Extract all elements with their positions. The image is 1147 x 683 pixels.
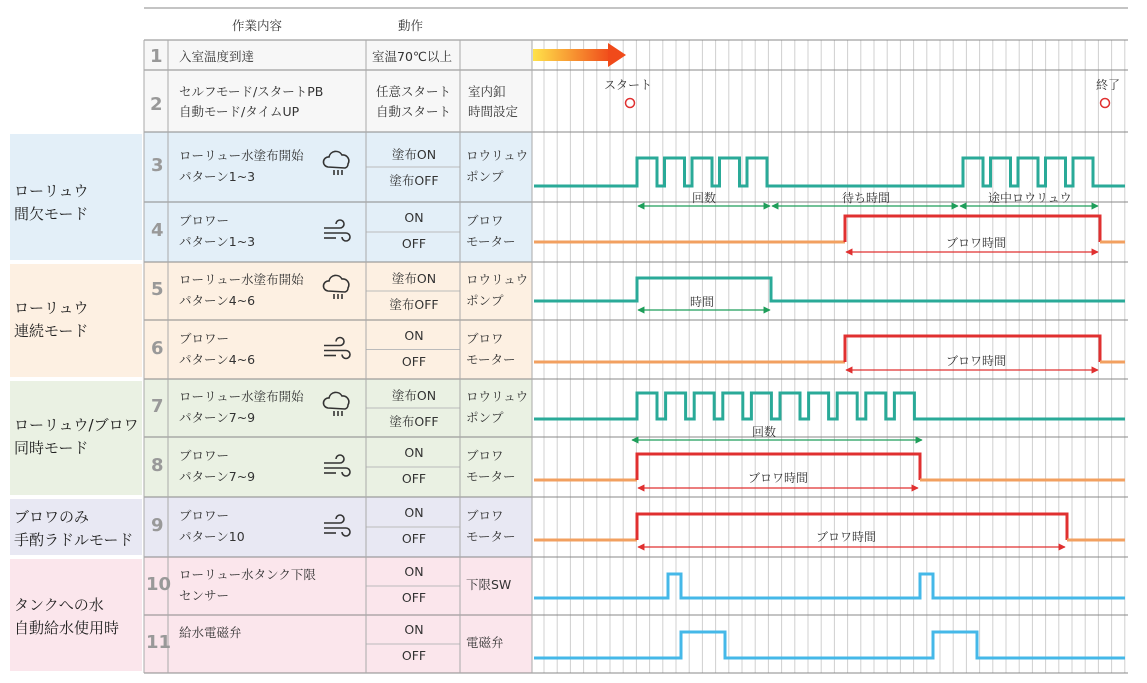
header-content-label: 作業内容	[232, 18, 283, 33]
off-state-label: OFF	[401, 590, 427, 605]
row-number: 9	[151, 515, 164, 536]
row-title: ブロワー	[179, 448, 230, 463]
row-title: ブロワー	[179, 508, 230, 523]
label-blower-time-4: ブロワ時間	[946, 236, 1007, 250]
device-name: ブロワ	[466, 448, 504, 463]
device-type: ポンプ	[466, 410, 504, 425]
start-marker	[626, 99, 635, 108]
row-title: ブロワー	[179, 330, 230, 346]
on-state-label: ON	[404, 445, 424, 460]
off-state-label: 塗布OFF	[389, 173, 439, 188]
pump-signal-row7	[534, 393, 1125, 419]
row-background	[144, 497, 532, 557]
on-state-label: ON	[404, 564, 424, 579]
valve-signal-row11	[534, 632, 1125, 658]
mode-line2: 手酌ラドルモード	[14, 531, 134, 550]
label-blower-time-6: ブロワ時間	[946, 354, 1007, 368]
mode-label-continuous	[14, 297, 89, 344]
device-name: 電磁弁	[466, 635, 504, 650]
row2-device1: 室内釦	[468, 84, 506, 99]
device-type: モーター	[466, 351, 516, 367]
row-subtitle: パターン4~6	[179, 351, 256, 367]
row-number: 5	[151, 279, 164, 300]
row2-line2: 自動モード/タイムUP	[179, 104, 300, 119]
row-subtitle: パターン1~3	[179, 169, 256, 184]
sensor-signal-row10	[534, 574, 1125, 598]
row-number: 11	[146, 632, 172, 653]
off-state-label: OFF	[401, 648, 427, 663]
end-marker	[1101, 99, 1110, 108]
mode-line1: ブロワのみ	[14, 508, 90, 526]
mode-label-simultaneous	[14, 414, 139, 461]
mode-line2: 同時モード	[14, 439, 89, 458]
row1-condition: 室温70℃以上	[372, 49, 452, 64]
row-number: 3	[151, 155, 164, 176]
row-number: 2	[150, 94, 163, 115]
pump-signal-row5	[534, 278, 1125, 301]
row-background	[144, 437, 532, 497]
device-name: ロウリュウ	[466, 148, 529, 163]
row-subtitle: センサー	[179, 588, 230, 603]
mode-line1: ローリュウ/ブロワ	[14, 416, 139, 434]
mode-label-auto-water	[14, 594, 119, 641]
label-count-7: 回数	[752, 425, 777, 439]
on-state-label: ON	[404, 622, 424, 637]
off-state-label: OFF	[401, 353, 427, 369]
row-title: ローリュー水塗布開始	[179, 272, 304, 287]
row-title: 給水電磁弁	[179, 625, 242, 640]
device-name: 下限SW	[466, 577, 512, 592]
off-state-label: 塗布OFF	[389, 297, 439, 312]
row-title: ローリュー水タンク下限	[179, 567, 316, 582]
row-number: 4	[151, 220, 164, 241]
start-label: スタート	[604, 78, 653, 92]
end-label: 終了	[1096, 78, 1121, 92]
row2-action1: 任意スタート	[376, 84, 452, 99]
label-count: 回数	[692, 191, 717, 205]
label-time-5: 時間	[690, 295, 715, 309]
row-number: 10	[146, 574, 172, 595]
header-action-label: 動作	[398, 18, 424, 33]
row2-line1: セルフモード/スタートPB	[179, 84, 324, 99]
row-subtitle: パターン7~9	[179, 469, 256, 484]
off-state-label: OFF	[401, 236, 427, 251]
mode-line2: 自動給水使用時	[14, 619, 120, 638]
mode-label-intermittent	[14, 180, 89, 227]
row-title: ブロワー	[179, 213, 230, 228]
mode-line2: 間欠モード	[14, 205, 89, 224]
device-name: ブロワ	[466, 508, 504, 523]
device-type: モーター	[466, 529, 516, 544]
on-state-label: ON	[404, 327, 424, 343]
device-name: ブロワ	[466, 330, 504, 346]
label-wait: 待ち時間	[842, 191, 891, 205]
row-number: 7	[151, 396, 164, 417]
row-subtitle: パターン1~3	[179, 234, 256, 249]
mode-line1: ローリュウ	[14, 182, 89, 200]
on-state-label: 塗布ON	[391, 271, 437, 286]
row2-action2: 自動スタート	[376, 104, 452, 119]
device-type: ポンプ	[466, 293, 504, 308]
off-state-label: 塗布OFF	[389, 414, 439, 429]
pump-signal-row3	[534, 158, 1125, 186]
on-state-label: ON	[404, 505, 424, 520]
mode-line2: 連続モード	[14, 322, 89, 341]
device-type: モーター	[466, 469, 516, 484]
row-title: ローリュー水塗布開始	[179, 148, 304, 163]
row-number: 1	[150, 46, 163, 67]
row-number: 8	[151, 455, 164, 476]
row2-device2: 時間設定	[468, 104, 519, 119]
on-state-label: 塗布ON	[391, 388, 437, 403]
on-state-label: ON	[404, 210, 424, 225]
off-state-label: OFF	[401, 531, 427, 546]
row-subtitle: パターン7~9	[179, 410, 256, 425]
row-subtitle: パターン4~6	[179, 293, 256, 308]
device-type: ポンプ	[466, 169, 504, 184]
device-name: ロウリュウ	[466, 272, 529, 287]
mode-label-blower-only	[14, 506, 133, 553]
label-blower-time-8: ブロワ時間	[748, 471, 809, 485]
label-blower-time-9: ブロワ時間	[816, 530, 877, 544]
mode-line1: タンクへの水	[14, 596, 104, 614]
off-state-label: OFF	[401, 471, 427, 486]
device-name: ブロワ	[466, 213, 504, 228]
mode-line1: ローリュウ	[14, 299, 89, 317]
row1-text: 入室温度到達	[179, 49, 255, 64]
row-number: 6	[151, 337, 164, 359]
on-state-label: 塗布ON	[391, 147, 437, 162]
device-type: モーター	[466, 234, 516, 249]
row-background	[144, 202, 532, 262]
row-subtitle: パターン10	[179, 529, 245, 544]
label-midway: 途中ロウリュウ	[988, 191, 1072, 205]
device-name: ロウリュウ	[466, 389, 529, 404]
row-title: ローリュー水塗布開始	[179, 389, 304, 404]
progress-arrow-body	[533, 49, 611, 61]
